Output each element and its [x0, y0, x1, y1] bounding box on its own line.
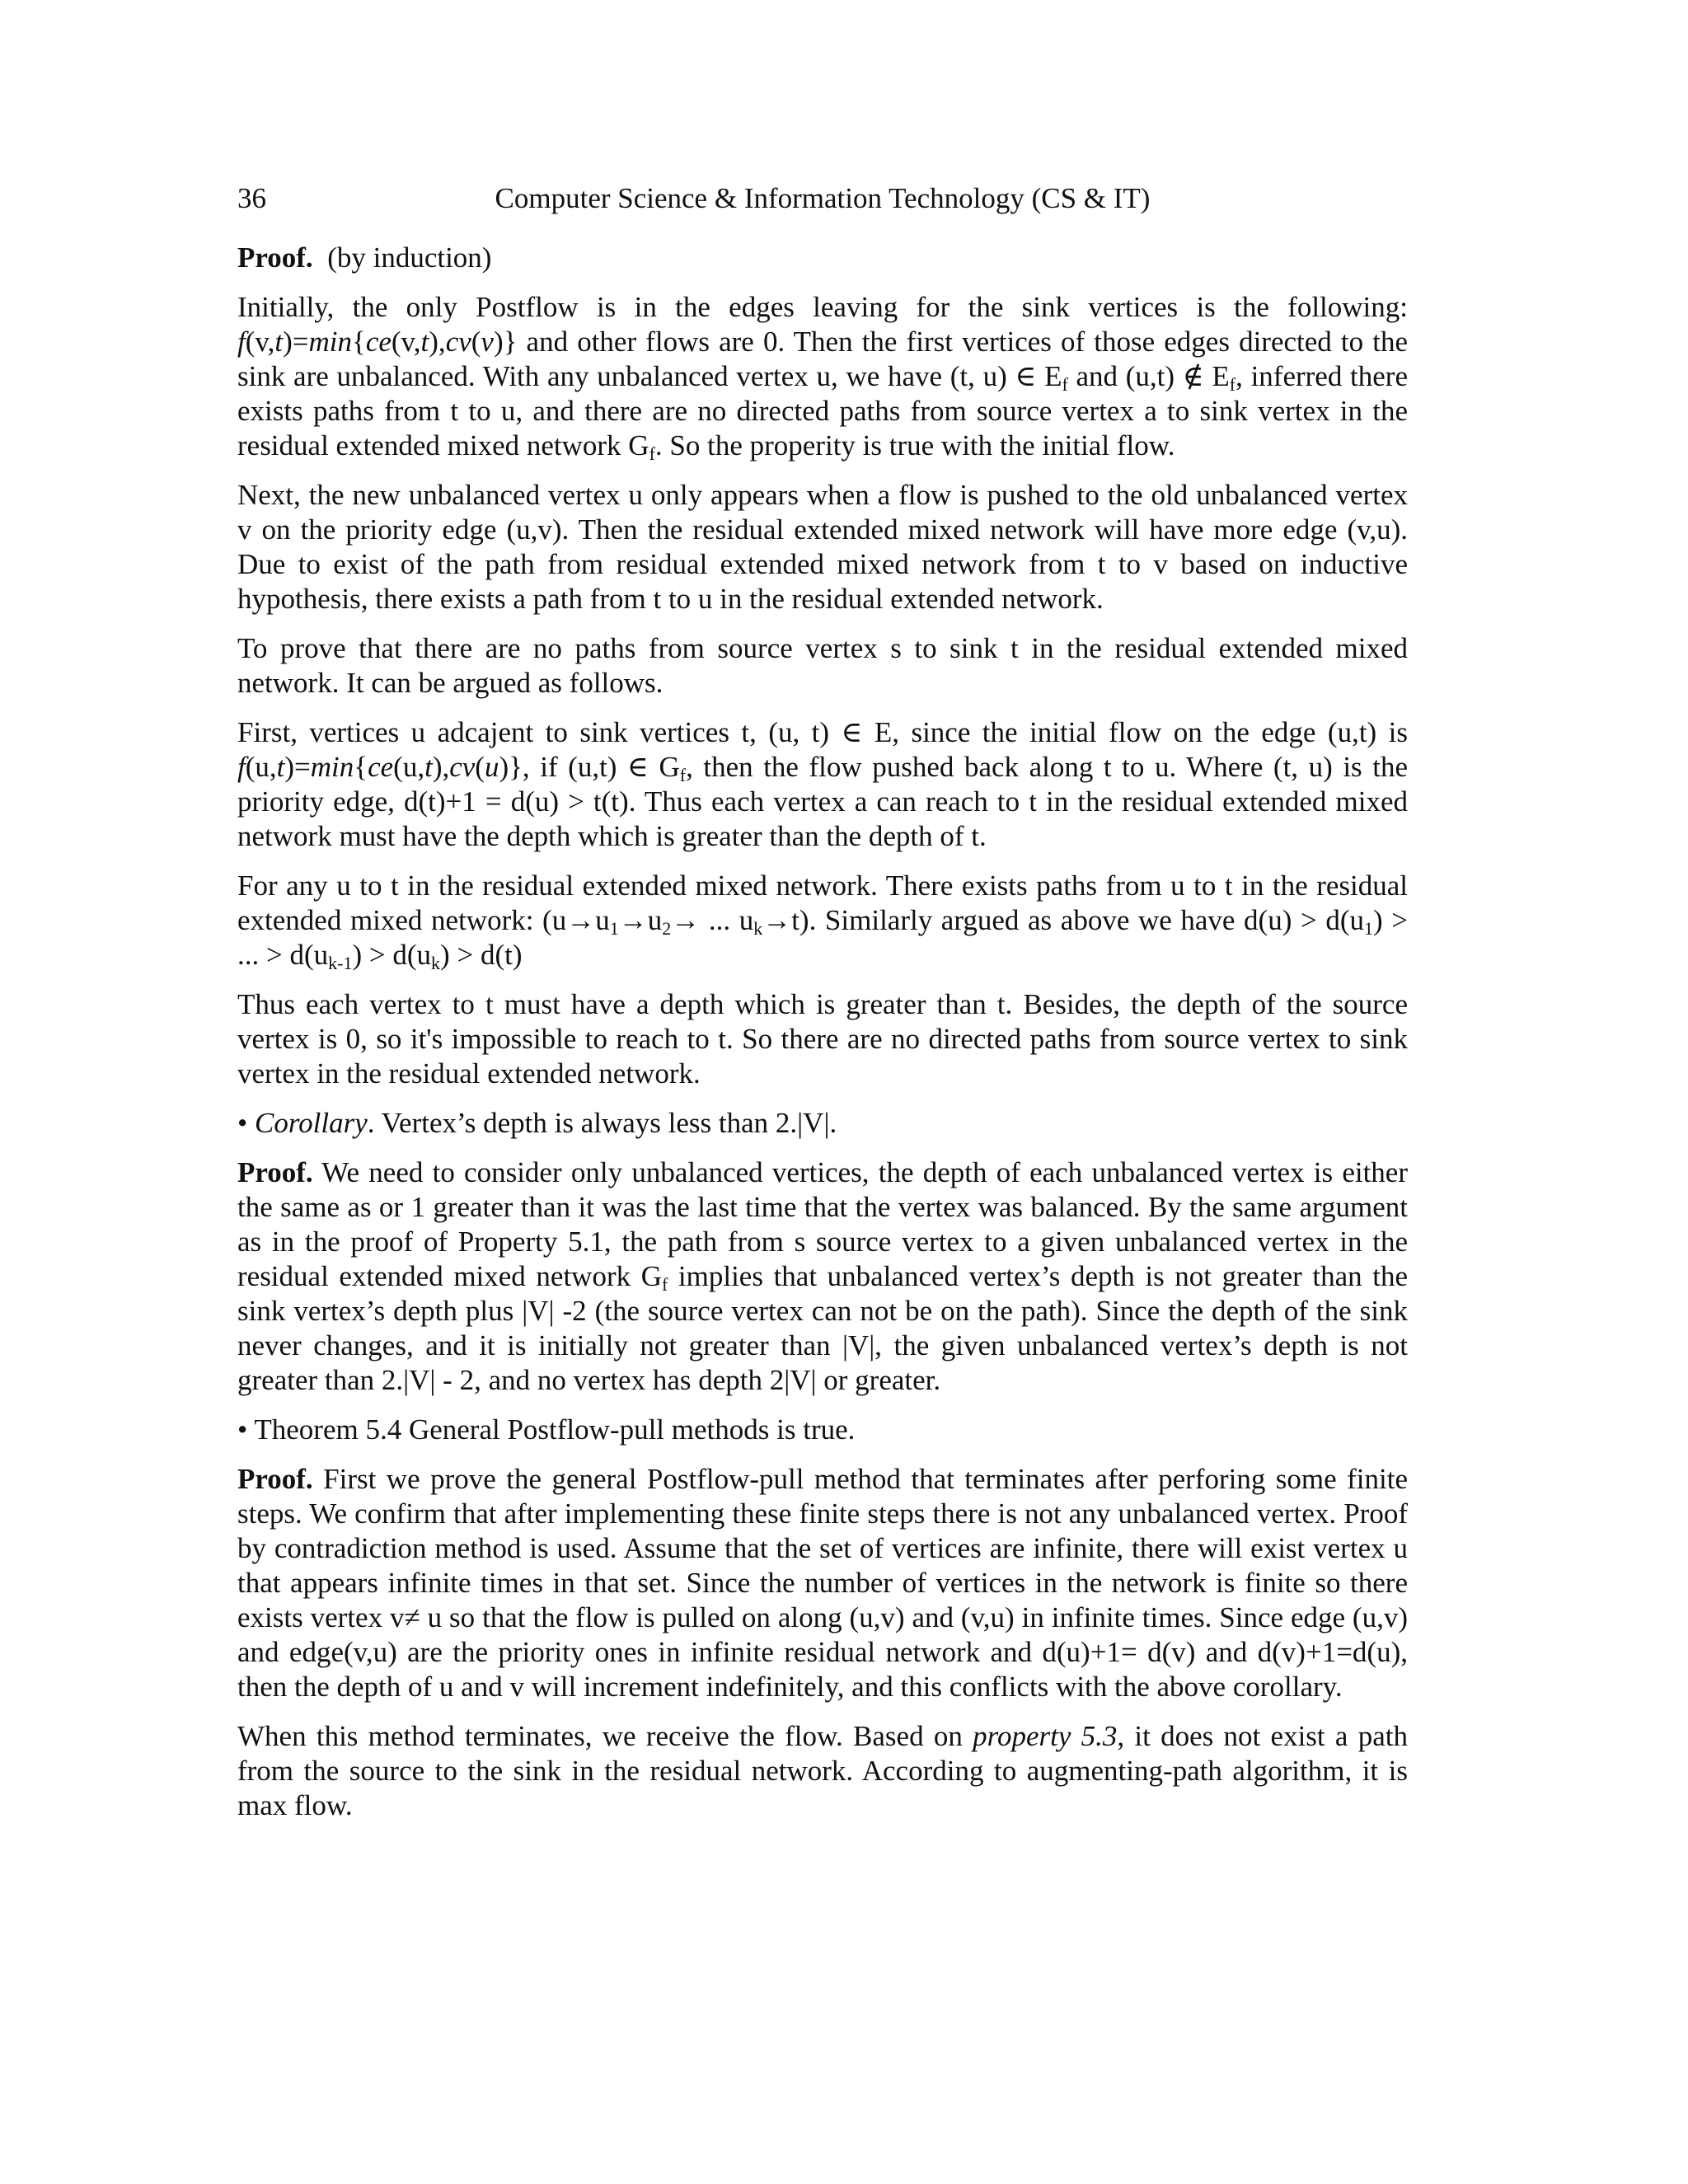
subscript: f: [1229, 374, 1236, 395]
text-run: When this method terminates, we receive the flow. Based on: [237, 1720, 973, 1752]
text-run: and other flows are 0. Then the first vertices of those edges directed to the sink are unbalanced. With any unbalanced vertex u, we have (t, u) ∈ E: [237, 326, 1408, 392]
corollary-text: . Vertex’s depth is always less than 2.|V|.: [367, 1107, 837, 1139]
text-run: ) > d(u: [352, 939, 432, 971]
text-run: First, vertices u adcajent to sink vertices t, (u, t) ∈ E, since the initial flow on the edge (u,t) is: [237, 716, 1408, 748]
corollary-label: Corollary: [255, 1107, 368, 1139]
text-run: (u,: [245, 751, 277, 783]
text-run: (: [475, 751, 485, 783]
corollary: [237, 1106, 1408, 1141]
math-var: t: [420, 326, 429, 358]
proof-theorem: [237, 1462, 1408, 1704]
subscript: f: [661, 1274, 668, 1295]
text-run: ): [499, 751, 509, 783]
math-var: t: [424, 751, 433, 783]
subscript: f: [649, 443, 655, 464]
proof-corollary: [237, 1155, 1408, 1398]
proof-label: Proof.: [237, 241, 313, 274]
text-run: implies that unbalanced vertex’s depth is not greater than the sink vertex’s depth plus |V| -2 (the source vertex can not be on the path). Since the depth of the sink never changes, and it is initially not greater than |V|, the given unbalanced vertex’s depth is not greater than 2.|V| - 2, and no vertex has depth 2|V| or greater.: [237, 1260, 1408, 1396]
text-run: , then the flow pushed back along t to u. Where (t, u) is the priority edge, d(t)+1 = d(u) > t(t). Thus each vertex a can reach to t in the residual extended mixed network must have the depth which is greater than the depth of t.: [237, 751, 1408, 852]
paragraph-new-unbalanced: Next, the new unbalanced vertex u only appears when a flow is pushed to the old unbalanced vertex v on the priority edge (u,v). Then the residual extended mixed network will have more edge (v,u). Due to exist of the path from residual extended mixed network from t to v based on inductive hypothesis, there exists a path from t to u in the residual extended network.: [237, 479, 1408, 615]
math-min: min: [308, 326, 353, 358]
subscript: 1: [1363, 918, 1373, 939]
text-run: (v,: [245, 326, 275, 358]
paragraph-to-prove: To prove that there are no paths from source vertex s to sink t in the residual extended mixed network. It can be argued as follows.: [237, 632, 1408, 699]
bullet-icon: •: [237, 1107, 248, 1139]
math-var: u: [484, 751, 499, 783]
proof-label: Proof.: [237, 1463, 313, 1495]
theorem-5-4: • Theorem 5.4 General Postflow-pull methods is true.: [237, 1413, 856, 1446]
running-header: [237, 181, 1408, 223]
proof-label: Proof.: [237, 1156, 313, 1188]
text-run: )=: [284, 751, 311, 783]
property-reference: property 5.3: [973, 1720, 1118, 1752]
text-run: ),: [432, 751, 450, 783]
text-run: →t). Similarly argued as above we have d(u) > d(u: [762, 904, 1364, 936]
text-run: ),: [429, 326, 446, 358]
text-run: Initially, the only Postflow is in the edges leaving for the sink vertices is the following:: [237, 291, 1408, 323]
text-run: →u: [618, 904, 663, 936]
subscript: 2: [662, 918, 672, 939]
subscript: 1: [609, 918, 619, 939]
text-run: ) > ... > d(u: [237, 904, 1408, 971]
math-cv: cv: [445, 326, 471, 358]
math-var: t: [274, 326, 284, 358]
text-run: → ... u: [671, 904, 754, 936]
math-cv: cv: [449, 751, 476, 783]
math-min: min: [310, 751, 354, 783]
subscript: k: [431, 953, 441, 973]
text-run: For any u to t in the residual extended mixed network. There exists paths from u to t in the residual extended mixed network: (u→u: [237, 869, 1408, 936]
proof-by-induction: [237, 241, 1408, 275]
page-content: [237, 181, 1408, 1838]
paragraph-termination: [237, 1719, 1408, 1823]
subscript: k-1: [328, 953, 353, 973]
text-run: ): [493, 326, 504, 358]
text-run: , if (u,t) ∈ G: [522, 751, 680, 783]
text-run: }: [509, 751, 523, 783]
text-run: , inferred there exists paths from t to u, and there are no directed paths from source vertex a to sink vertex in the residual extended mixed network G: [237, 360, 1408, 462]
paragraph-initial-flow: [237, 290, 1408, 463]
text-run: {: [354, 751, 368, 783]
text-run: ) > d(t): [440, 939, 523, 971]
page-number: 36: [237, 182, 266, 214]
math-ce: ce: [365, 326, 392, 358]
math-f: f: [237, 326, 246, 358]
paragraph-depth-conclusion: Thus each vertex to t must have a depth which is greater than t. Besides, the depth of the source vertex is 0, so it's impossible to reach to t. So there are no directed paths from source vertex to sink vertex in the residual extended network.: [237, 988, 1408, 1090]
proof-note: (by induction): [327, 241, 492, 274]
text-run: (u,: [393, 751, 425, 783]
subscript: k: [753, 918, 763, 939]
text-run: (v,: [391, 326, 421, 358]
math-f: f: [237, 751, 246, 783]
text-run: and (u,t) ∉ E: [1067, 360, 1230, 392]
text-run: First we prove the general Postflow-pull method that terminates after perforing some finite steps. We confirm that after implementing these finite steps there is not any unbalanced vertex. Proof by contradiction method is used. Assume that the set of vertices are infinite, there will exist vertex u that appears infinite times in that set. Since the number of vertices in the network is finite so there exists vertex v≠ u so that the flow is pulled on along (u,v) and (v,u) in infinite times. Since edge (u,v) and edge(v,u) are the priority ones in infinite residual network and d(u)+1= d(v) and d(v)+1=d(u), then the depth of u and v will increment indefinitely, and this conflicts with the above corollary.: [237, 1463, 1408, 1703]
math-var: t: [276, 751, 285, 783]
subscript: f: [1062, 374, 1068, 395]
journal-title: Computer Science & Information Technology (CS & IT): [495, 182, 1151, 214]
paragraph-path-chain: [237, 869, 1408, 972]
text-run: (: [471, 326, 481, 358]
text-run: . So the properity is true with the initial flow.: [654, 429, 1175, 462]
math-ce: ce: [368, 751, 394, 783]
text-run: We need to consider only unbalanced vertices, the depth of each unbalanced vertex is either the same as or 1 greater than it was the last time that the vertex was balanced. By the same argument as in the proof of Property 5.1, the path from s source vertex to a given unbalanced vertex in the residual extended mixed network G: [237, 1156, 1408, 1292]
text-run: }: [503, 326, 518, 358]
text-run: )=: [283, 326, 309, 358]
math-var: v: [481, 326, 494, 358]
text-run: , it does not exist a path from the source to the sink in the residual network. According to augmenting-path algorithm, it is max flow.: [237, 1720, 1408, 1821]
paragraph-adjacent-vertices: [237, 715, 1408, 854]
text-run: {: [352, 326, 366, 358]
subscript: f: [679, 765, 687, 785]
